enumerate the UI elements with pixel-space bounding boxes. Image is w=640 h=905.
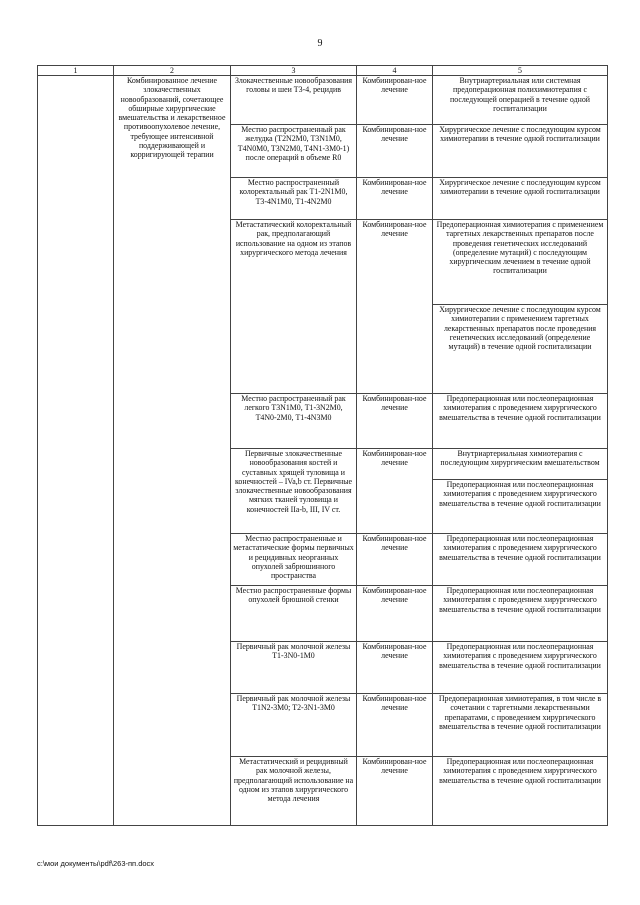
treatment-type-cell: Комбинирован-ное лечение: [357, 586, 433, 642]
table-row: [38, 76, 608, 125]
diagnosis-cell: Метастатический и рецидивный рак молочной железы, предполагающий использование на одном из этапов хирургического метода лечения: [231, 757, 357, 826]
column-header-row: [38, 66, 608, 76]
treatment-type-cell: Комбинирован-ное лечение: [357, 220, 433, 394]
column-header: 5: [433, 66, 608, 76]
treatment-type-cell: Комбинирован-ное лечение: [357, 76, 433, 125]
method-cell: Предоперационная или послеоперационная химиотерапия с проведением хирургического вмешательства в течение одной госпитализации: [433, 642, 608, 694]
file-path-footer: c:\мои документы\pdf\263-пп.docx: [37, 859, 155, 868]
method-cell: Хирургическое лечение с последующим курсом химиотерапии в течение одной госпитализации: [433, 178, 608, 220]
treatment-type-cell: Комбинирован-ное лечение: [357, 642, 433, 694]
diagnosis-cell: Первичный рак молочной железы Т1N2-3M0; Т2-3N1-3M0: [231, 694, 357, 757]
column-header: 3: [231, 66, 357, 76]
group-number-cell: [38, 76, 114, 826]
column-header: 4: [357, 66, 433, 76]
method-cell: Предоперационная или послеоперационная химиотерапия с проведением хирургического вмешательства в течение одной госпитализации: [433, 586, 608, 642]
treatment-type-cell: Комбинирован-ное лечение: [357, 178, 433, 220]
treatment-type-cell: Комбинирован-ное лечение: [357, 394, 433, 449]
column-header: 2: [114, 66, 231, 76]
method-cell: Хирургическое лечение с последующим курсом химиотерапии с применением таргетных лекарственных препаратов после проведения генетических исследований (определение мутаций) в течение одной госпитализации: [433, 305, 608, 394]
treatment-type-cell: Комбинирован-ное лечение: [357, 757, 433, 826]
method-cell: Предоперационная или послеоперационная химиотерапия с проведением хирургического вмешательства в течение одной госпитализации: [433, 757, 608, 826]
diagnosis-cell: Местно распространенный колоректальный рак Т1-2N1M0, Т3-4N1M0, Т1-4N2M0: [231, 178, 357, 220]
diagnosis-cell: Первичные злокачественные новообразования костей и суставных хрящей туловища и конечностей – IVa,b ст. Первичные злокачественные новообразования мягких тканей туловища и конечностей IIa-b, III, IV ст.: [231, 449, 357, 534]
method-cell: Хирургическое лечение с последующим курсом химиотерапии в течение одной госпитализации: [433, 125, 608, 178]
method-cell: Внутриартериальная или системная предоперационная полихимиотерапия с последующей операцией в течение одной госпитализации: [433, 76, 608, 125]
diagnosis-cell: Метастатический колоректальный рак, предполагающий использование на одном из этапов хирургического метода лечения: [231, 220, 357, 394]
diagnosis-cell: Злокачественные новообразования головы и шеи Т3-4, рецидив: [231, 76, 357, 125]
diagnosis-cell: Первичный рак молочной железы Т1-3N0-1M0: [231, 642, 357, 694]
diagnosis-cell: Местно распространенные и метастатические формы первичных и рецидивных неорганных опухолей забрюшинного пространства: [231, 534, 357, 586]
method-cell: Внутриартериальная химиотерапия с последующим хирургическим вмешательством: [433, 449, 608, 480]
column-header: 1: [38, 66, 114, 76]
method-cell: Предоперационная или послеоперационная химиотерапия с проведением хирургического вмешательства в течение одной госпитализации: [433, 480, 608, 534]
treatment-group-cell: Комбинированное лечение злокачественных новообразований, сочетающее обширные хирургические вмешательства и лекарственное противоопухолевое лечение, требующее интенсивной поддерживающей и корригирующей терапии: [114, 76, 231, 826]
method-cell: Предоперационная химиотерапия с применением таргетных лекарственных препаратов после проведения генетических исследований (определение мутаций) с последующим хирургическим лечением в течение одной госпитализации: [433, 220, 608, 305]
diagnosis-cell: Местно распространенные формы опухолей брюшной стенки: [231, 586, 357, 642]
method-cell: Предоперационная химиотерапия, в том числе в сочетании с таргетными лекарственными препаратами, с проведением хирургического вмешательства в течение одной госпитализации: [433, 694, 608, 757]
treatment-type-cell: Комбинирован-ное лечение: [357, 534, 433, 586]
diagnosis-cell: Местно распространенный рак желудка (T2N2M0, T3N1M0, T4N0M0, T3N2M0, T4N1-3M0-1) после операций в объеме R0: [231, 125, 357, 178]
treatment-type-cell: Комбинирован-ное лечение: [357, 449, 433, 534]
method-cell: Предоперационная или послеоперационная химиотерапия с проведением хирургического вмешательства в течение одной госпитализации: [433, 394, 608, 449]
page-number: 9: [317, 38, 323, 49]
treatment-type-cell: Комбинирован-ное лечение: [357, 125, 433, 178]
method-cell: Предоперационная или послеоперационная химиотерапия с проведением хирургического вмешательства в течение одной госпитализации: [433, 534, 608, 586]
treatment-type-cell: Комбинирован-ное лечение: [357, 694, 433, 757]
treatment-table: [37, 65, 608, 826]
diagnosis-cell: Местно распространенный рак легкого Т3N1M0, Т1-3N2M0, Т4N0-2M0, Т1-4N3M0: [231, 394, 357, 449]
